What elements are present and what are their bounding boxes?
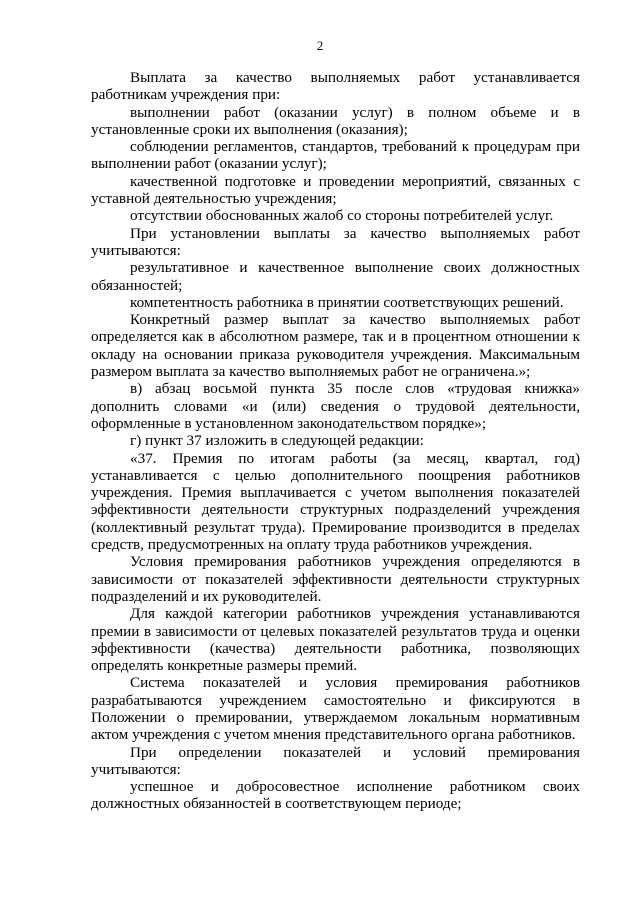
- paragraph: При установлении выплаты за качество выполняемых работ учитываются:: [91, 224, 580, 259]
- paragraph: выполнении работ (оказании услуг) в полном объеме и в установленные сроки их выполнения (оказания);: [91, 103, 580, 138]
- paragraph: отсутствии обоснованных жалоб со стороны потребителей услуг.: [130, 207, 554, 225]
- paragraph: Для каждой категории работников учреждения устанавливаются премии в зависимости от целевых показателей результатов труда и оценки эффективности (качества) деятельности работника, позволяющих определять конкретные размеры премий.: [91, 605, 580, 675]
- paragraph: «37. Премия по итогам работы (за месяц, квартал, год) устанавливается с целью дополнительного поощрения работников учреждения. Премия выплачивается с учетом выполнения показателей эффективности деятельности структурных подразделений учреждения (коллективный результат труда). Премирование производится в пределах средств, предусмотренных на оплату труда работников учреждения.: [91, 449, 580, 554]
- paragraph: соблюдении регламентов, стандартов, требований к процедурам при выполнении работ (оказании услуг);: [91, 138, 580, 173]
- paragraph: При определении показателей и условий премирования учитываются:: [91, 743, 580, 778]
- paragraph: в) абзац восьмой пункта 35 после слов «трудовая книжка» дополнить словами «и (или) сведения о трудовой деятельности, оформленные в установленном законодательством порядке»;: [91, 380, 580, 432]
- paragraph: Выплата за качество выполняемых работ устанавливается работникам учреждения при:: [91, 69, 580, 104]
- paragraph: результативное и качественное выполнение своих должностных обязанностей;: [91, 259, 580, 294]
- paragraph: качественной подготовке и проведении мероприятий, связанных с уставной деятельностью учреждения;: [91, 172, 580, 208]
- paragraph: успешное и добросовестное исполнение работником своих должностных обязанностей в соответствующем периоде;: [91, 778, 580, 813]
- paragraph: г) пункт 37 изложить в следующей редакции:: [130, 432, 424, 450]
- paragraph: Конкретный размер выплат за качество выполняемых работ определяется как в абсолютном размере, так и в процентном отношении к окладу на основании приказа руководителя учреждения. Максимальным размером выплата за качество выполняемых работ не ограничена.»;: [91, 311, 580, 381]
- paragraph: Система показателей и условия премирования работников разрабатываются учреждением самостоятельно и фиксируются в Положении о премировании, утверждаемом локальным нормативным актом учреждения с учетом мнения представительного органа работников.: [91, 674, 580, 744]
- paragraph: компетентность работника в принятии соответствующих решений.: [130, 293, 564, 311]
- page-number: 2: [316, 38, 324, 53]
- paragraph: Условия премирования работников учреждения определяются в зависимости от показателей эффективности деятельности структурных подразделений и их руководителей.: [91, 553, 580, 605]
- document-body: [91, 69, 580, 813]
